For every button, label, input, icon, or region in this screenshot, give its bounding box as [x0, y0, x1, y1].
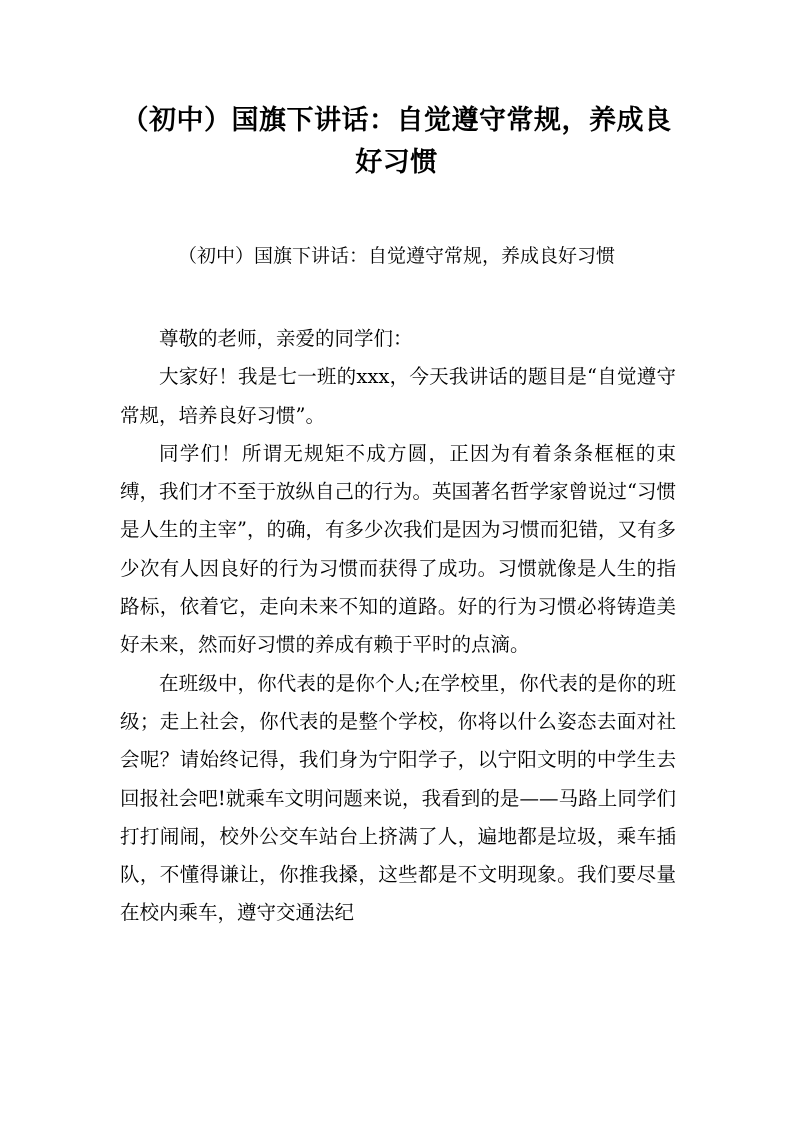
paragraph-greeting: 尊敬的老师，亲爱的同学们：: [159, 327, 413, 350]
document-subtitle: （初中）国旗下讲话：自觉遵守常规，养成良好习惯: [177, 245, 615, 267]
paragraph-habits: 同学们！所谓无规矩不成方圆，正因为有着条条框框的束缚，我们才不至于放纵自己的行为。英国著名哲学家曾说过“习惯是人生的主宰”，的确，有多少次我们是因为习惯而犯错，又有多少次有人因良好的行为习惯而获得了成功。习惯就像是人生的指路标，依着它，走向未来不知的道路。好的行为习惯必将铸造美好未来，然而好习惯的养成有赖于平时的点滴。: [120, 441, 676, 657]
paragraph-representation: 在班级中，你代表的是你个人;在学校里，你代表的是你的班级；走上社会，你代表的是整个学校，你将以什么姿态去面对社会呢？请始终记得，我们身为宁阳学子，以宁阳文明的中学生去回报社会吧!就乘车文明问题来说，我看到的是——马路上同学们打打闹闹，校外公交车站台上挤满了人，遍地都是垃圾，乘车插队，不懂得谦让，你推我搡，这些都是不文明现象。我们要尽量在校内乘车，遵守交通法纪: [120, 671, 676, 925]
document-body: [120, 320, 676, 933]
paragraph-intro: 大家好！我是七一班的xxx，今天我讲话的题目是“自觉遵守常规，培养良好习惯”。: [120, 365, 676, 427]
document-title: （初中）国旗下讲话：自觉遵守常规，养成良好习惯: [121, 105, 672, 178]
